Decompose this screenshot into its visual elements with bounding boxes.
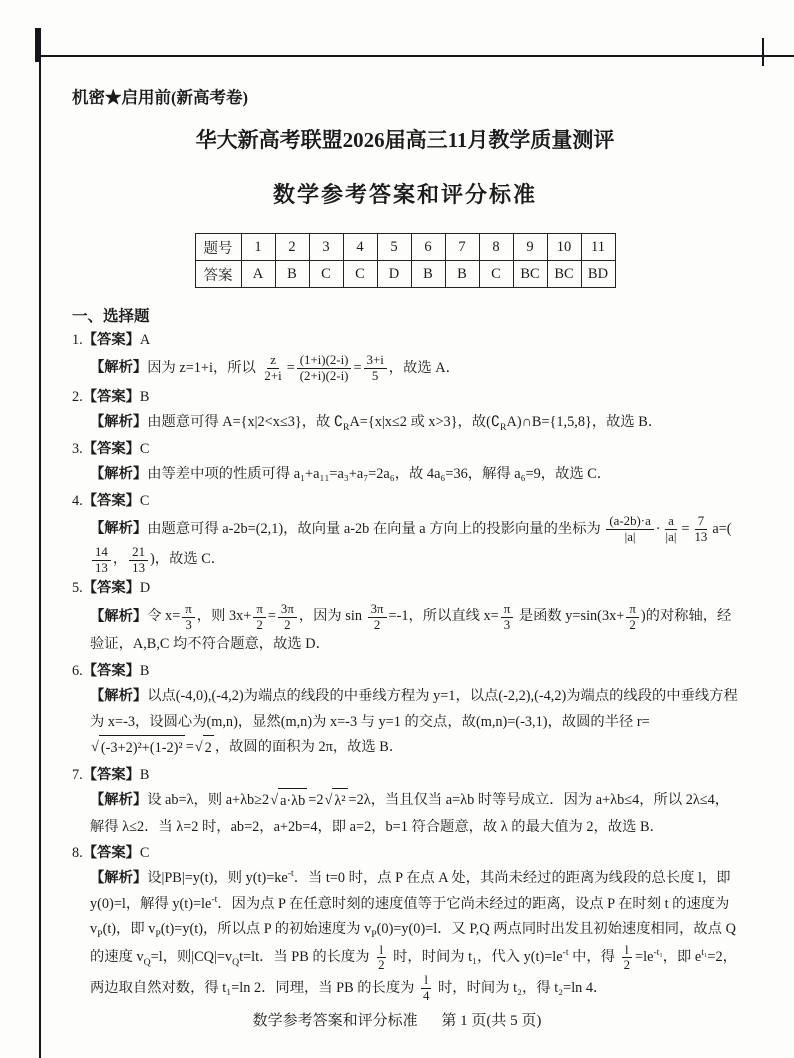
- analysis-label: 【解析】: [90, 360, 148, 377]
- fraction: $\frac{3\pi}{2}$: [368, 602, 387, 633]
- answer-label: 【答案】: [82, 440, 140, 457]
- page-content: [72, 84, 738, 1004]
- answer-line: [72, 489, 738, 514]
- square-root: √ a·λb: [270, 788, 307, 814]
- problem-block: [72, 659, 738, 762]
- problem-block: [72, 763, 738, 840]
- answer-line: [72, 437, 738, 462]
- answer-label: 【答案】: [82, 389, 140, 406]
- answer-line: [72, 576, 738, 601]
- solution-text: 由题意可得 a-2b=(2,1)，故向量 a-2b 在向量 a 方向上的投影向量的坐标为 $\frac{(a-2b)\cdot a}{|a|}$ · $\frac{a}{|a|}$ = $\frac{7}{13}$ a=( $\frac{14}{13}$ ， $\frac{21}{13}$ )，故选 C．: [90, 521, 732, 568]
- problem-number: 3.: [72, 440, 83, 457]
- footer-page-number: 第 1 页(共 5 页): [441, 1013, 542, 1029]
- fraction: $\frac{(a-2b)\cdot a}{|a|}$: [606, 514, 653, 545]
- analysis-line: [90, 353, 738, 384]
- question-number-cell: 9: [513, 234, 547, 261]
- answer-cell: C: [479, 261, 513, 288]
- solution-text: 设|PB|=y(t)，则 $y(t)=ke^{-t}$．当 t=0 时，点 P 在点 A 处，其尚未经过的距离为线段的总长度 l，即 y(0)=l，解得 $y(t)=le^{-t}$．因为点 P 在任意时刻的速度值等于它尚未经过的距离，设点 P 在时刻 t 的速度为 $v_P(t)$，即 $v_P(t)=y(t)$，所以点 P 的初始速度为 $v_P(0)=y(0)=l$．又 P,Q 两点同时出发且初始速度相同，故点 Q 的速度 $v_Q=l$，则$|CQ|=v_Qt=lt$．当 PB 的长度为 $\frac{l}{2}$ 时，时间为 t₁，代入 $y(t)=le^{-t}$ 中，得 $\frac{l}{2}$ $=le^{-t_1}$，即 $e^{t_1}=2$，两边取自然对数，得 t₁=ln 2．同理，当 PB 的长度为 $\frac{l}{4}$ 时，时间为 t₂，得 t₂=ln 4．: [90, 868, 737, 1004]
- answer-cell: B: [445, 261, 479, 288]
- answer-value: B: [139, 389, 150, 406]
- fraction: $\frac{3\pi}{2}$: [278, 602, 297, 633]
- answer-line: [72, 841, 738, 866]
- square-root: √ 2: [195, 735, 214, 761]
- problem-number: 4.: [72, 492, 83, 509]
- analysis-label: 【解析】: [90, 870, 148, 887]
- problem-number: 6.: [72, 662, 83, 679]
- solution-text: 因为 z=1+i，所以 $\frac{z}{2+i}$ = $\frac{(1+i)(2-i)}{(2+i)(2-i)}$ = $\frac{3+i}{5}$ ，故选 A．: [147, 353, 460, 384]
- answer-value: C: [139, 440, 150, 457]
- question-number-cell: 11: [581, 234, 615, 261]
- fraction: $\frac{a}{|a|}$: [665, 514, 677, 545]
- solution-text: 令 x= $\frac{\pi}{3}$ ，则 3x+ $\frac{\pi}{2}$ = $\frac{3\pi}{2}$ ，因为 sin $\frac{3\pi}{2}$ =-1，所以直线 x= $\frac{\pi}{3}$ 是函数 y=sin(3x+ $\frac{\pi}{2}$ )的对称轴，经验证，A,B,C 均不符合题意，故选 D．: [90, 601, 732, 653]
- answer-value: B: [139, 662, 150, 679]
- fraction: $\frac{(1+i)(2-i)}{(2+i)(2-i)}$: [297, 353, 352, 384]
- problem-number: 2.: [72, 389, 83, 406]
- answer-key-table: [195, 233, 616, 288]
- answer-value: C: [139, 844, 150, 861]
- problem-number: 7.: [72, 766, 83, 783]
- square-root: √ (-3+2)²+(1-2)²: [91, 735, 185, 761]
- question-number-cell: 6: [411, 234, 445, 261]
- question-number-cell: 1: [241, 234, 275, 261]
- solution-text: 由题意可得 A={x|2<x≤3}，故 $∁_RA=\{x|x\le 2$ 或 x>3}，故$(∁_RA)\cap B=\{1,5,8\}$，故选 B．: [147, 414, 663, 434]
- fraction: $\frac{\pi}{3}$: [182, 602, 195, 633]
- answer-label: 【答案】: [82, 766, 140, 783]
- analysis-line: [90, 410, 738, 435]
- problem-block: [72, 489, 738, 576]
- answer-label: 【答案】: [82, 662, 140, 679]
- problem-block: [72, 328, 738, 384]
- footer-document-title: 数学参考答案和评分标准: [252, 1013, 418, 1029]
- question-number-row: [195, 234, 615, 261]
- answer-line: [72, 763, 738, 788]
- question-number-cell: 7: [445, 234, 479, 261]
- solution-text: 设 ab=λ，则 a+λb≥2√ a·λb =2√ λ² =2λ，当且仅当 a=λb 时等号成立．因为 a+λb≤4，所以 2λ≤4，解得 λ≤2．当 λ=2 时，ab=2，a+2b=4，即 a=2，b=1 符合题意，故 λ 的最大值为 2，故选 B．: [90, 792, 729, 834]
- page-frame-left-line: [39, 28, 41, 1058]
- page-subtitle: 数学参考答案和评分标准: [272, 182, 537, 207]
- problem-block: [72, 841, 738, 1004]
- answer-row: [195, 261, 615, 288]
- analysis-line: [90, 866, 738, 1004]
- answer-cell: B: [411, 261, 445, 288]
- answer-cell: C: [343, 261, 377, 288]
- answer-value: D: [139, 580, 151, 597]
- question-number-cell: 4: [343, 234, 377, 261]
- page-frame-right-tick: [762, 38, 764, 66]
- answer-cell: B: [275, 261, 309, 288]
- classification-notice: 机密★启用前(新高考卷): [72, 88, 248, 107]
- analysis-line: [90, 602, 738, 658]
- fraction: $\frac{\pi}{3}$: [501, 602, 514, 633]
- fraction: $\frac{l}{4}$: [423, 973, 430, 1004]
- fraction: $\frac{3+i}{5}$: [364, 353, 387, 384]
- section-title-choice: 一、选择题: [72, 308, 150, 325]
- answer-cell: C: [309, 261, 343, 288]
- question-number-cell: 3: [309, 234, 343, 261]
- answer-label: 【答案】: [82, 580, 140, 597]
- answer-cell: BD: [581, 261, 615, 288]
- analysis-line: [90, 514, 738, 575]
- analysis-label: 【解析】: [90, 466, 148, 483]
- answer-label: 【答案】: [82, 492, 140, 509]
- question-number-header: 题号: [195, 234, 241, 261]
- solution-text: 由等差中项的性质可得 a₁+a₁₁=a₃+a₇=2a₆，故 4a₆=36，解得 a₆=9，故选 C．: [147, 466, 612, 483]
- analysis-label: 【解析】: [90, 792, 148, 809]
- fraction: $\frac{21}{13}$: [129, 545, 148, 576]
- answer-cell: BC: [513, 261, 547, 288]
- fraction: $\frac{l}{2}$: [623, 942, 631, 973]
- fraction: $\frac{l}{2}$: [378, 942, 385, 973]
- fraction: $\frac{7}{13}$: [694, 514, 708, 545]
- analysis-label: 【解析】: [90, 608, 148, 625]
- fraction: $\frac{14}{13}$: [92, 545, 111, 576]
- problem-block: [72, 437, 738, 488]
- answer-cell: A: [241, 261, 275, 288]
- solution-text: 以点(-4,0),(-4,2)为端点的线段的中垂线方程为 y=1，以点(-2,2),(-4,2)为端点的线段的中垂线方程为 x=-3，设圆心为(m,n)，显然(m,n)为 x=-3 与 y=1 的交点，故(m,n)=(-3,1)，故圆的半径 r=√ (-3+2)²+(1-2)² =√ 2 ，故圆的面积为 2π，故选 B．: [90, 688, 738, 755]
- problems-list: [72, 328, 738, 1004]
- fraction: $\frac{z}{2+i}$: [264, 353, 282, 384]
- answer-label: 【答案】: [82, 332, 140, 348]
- exam-title: 华大新高考联盟2026届高三11月教学质量测评: [195, 128, 615, 152]
- fraction: $\frac{\pi}{2}$: [626, 602, 639, 633]
- analysis-label: 【解析】: [90, 688, 148, 705]
- square-root: √ λ²: [324, 788, 347, 814]
- analysis-label: 【解析】: [90, 414, 148, 431]
- problem-number: 5.: [72, 580, 83, 597]
- problem-number: 1.: [72, 332, 83, 348]
- question-number-cell: 5: [377, 234, 411, 261]
- question-number-cell: 8: [479, 234, 513, 261]
- answer-line: [72, 328, 738, 353]
- analysis-line: [90, 684, 738, 761]
- problem-number: 8.: [72, 844, 83, 861]
- answer-line: [72, 385, 738, 410]
- analysis-label: 【解析】: [90, 520, 148, 537]
- fraction: $\frac{\pi}{2}$: [253, 602, 266, 633]
- answer-line: [72, 659, 738, 684]
- question-number-cell: 2: [275, 234, 309, 261]
- problem-block: [72, 385, 738, 436]
- answer-label: 【答案】: [82, 844, 140, 861]
- page-footer: [0, 1009, 794, 1030]
- analysis-line: [90, 462, 738, 487]
- answer-value: C: [139, 492, 150, 509]
- answer-header: 答案: [195, 261, 241, 288]
- question-number-cell: 10: [547, 234, 581, 261]
- answer-value: B: [139, 766, 150, 783]
- answer-cell: D: [377, 261, 411, 288]
- analysis-line: [90, 788, 738, 840]
- answer-value: A: [139, 332, 151, 348]
- answer-cell: BC: [547, 261, 581, 288]
- problem-block: [72, 576, 738, 657]
- page-frame-top-line: [39, 55, 794, 57]
